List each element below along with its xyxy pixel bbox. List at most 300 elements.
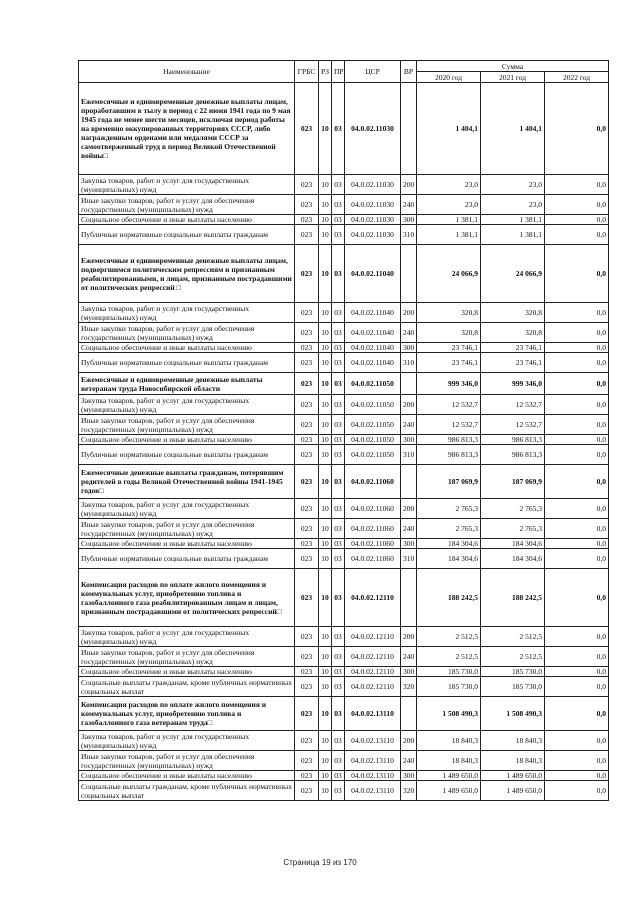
row-vr-cell: 300: [401, 215, 417, 225]
row-csr-cell: 04.0.02.11050: [345, 445, 401, 465]
row-2022-cell: 0,0: [545, 781, 609, 801]
row-2022-cell: 0,0: [545, 465, 609, 499]
row-name-cell: Закупка товаров, работ и услуг для государственных (муниципальных) нужд: [79, 175, 295, 195]
row-2020-cell: 1 381,1: [417, 225, 481, 245]
row-grbs-cell: 023: [295, 539, 319, 549]
row-pr-cell: 03: [332, 569, 345, 627]
row-name-cell: Закупка товаров, работ и услуг для государственных (муниципальных) нужд: [79, 499, 295, 519]
table-row: [79, 435, 609, 445]
table-row: [79, 751, 609, 771]
row-vr-cell: 320: [401, 781, 417, 801]
row-rz-cell: 10: [319, 83, 332, 175]
row-rz-cell: 10: [319, 465, 332, 499]
table-body: [79, 83, 609, 801]
table-row: [79, 323, 609, 343]
table-row: [79, 175, 609, 195]
row-name-cell: Компенсация расходов по оплате жилого помещения и коммунальных услуг, приобретению топлива и газобаллонного газа ветеранам труда□: [79, 697, 295, 731]
row-2021-cell: 23,0: [481, 195, 545, 215]
row-grbs-cell: 023: [295, 353, 319, 373]
row-2021-cell: 1 508 490,3: [481, 697, 545, 731]
row-rz-cell: 10: [319, 519, 332, 539]
row-name-cell: Ежемесячные и единовременные денежные выплаты лицам, проработавшим в тылу в период с 22 июня 1941 года по 9 мая 1945 года не менее шести месяцев, исключая период работы на временно оккупированных территориях СССР, либо награжденным орденами или медалями СССР за самоотверженный труд в период Великой Отечественной войны□: [79, 83, 295, 175]
row-rz-cell: 10: [319, 499, 332, 519]
table-header-row: [79, 61, 609, 72]
row-pr-cell: 03: [332, 225, 345, 245]
row-rz-cell: 10: [319, 395, 332, 415]
header-name: Наименование: [79, 61, 295, 83]
row-2021-cell: 320,8: [481, 323, 545, 343]
table-row: [79, 373, 609, 395]
row-grbs-cell: 023: [295, 395, 319, 415]
row-vr-cell: 310: [401, 445, 417, 465]
row-csr-cell: 04.0.02.11060: [345, 519, 401, 539]
row-2022-cell: 0,0: [545, 731, 609, 751]
row-2022-cell: 0,0: [545, 445, 609, 465]
row-grbs-cell: 023: [295, 343, 319, 353]
row-2020-cell: 1 508 490,3: [417, 697, 481, 731]
row-2021-cell: 1 489 650,0: [481, 781, 545, 801]
row-csr-cell: 04.0.02.12110: [345, 677, 401, 697]
row-grbs-cell: 023: [295, 175, 319, 195]
row-2021-cell: 23,0: [481, 175, 545, 195]
table-row: [79, 245, 609, 303]
header-pr: ПР: [332, 61, 345, 83]
row-vr-cell: 310: [401, 549, 417, 569]
table-row: [79, 465, 609, 499]
row-vr-cell: 200: [401, 303, 417, 323]
row-pr-cell: 03: [332, 677, 345, 697]
row-2022-cell: 0,0: [545, 519, 609, 539]
row-pr-cell: 03: [332, 539, 345, 549]
row-2022-cell: 0,0: [545, 435, 609, 445]
row-rz-cell: 10: [319, 781, 332, 801]
row-2021-cell: 986 813,3: [481, 445, 545, 465]
row-2021-cell: 2 765,3: [481, 499, 545, 519]
row-grbs-cell: 023: [295, 373, 319, 395]
row-2020-cell: 23,0: [417, 195, 481, 215]
row-vr-cell: 300: [401, 435, 417, 445]
row-2020-cell: 986 813,3: [417, 445, 481, 465]
row-csr-cell: 04.0.02.11060: [345, 499, 401, 519]
row-rz-cell: 10: [319, 771, 332, 781]
row-2020-cell: 320,8: [417, 323, 481, 343]
row-grbs-cell: 023: [295, 435, 319, 445]
row-pr-cell: 03: [332, 731, 345, 751]
row-grbs-cell: 023: [295, 445, 319, 465]
row-vr-cell: [401, 697, 417, 731]
row-grbs-cell: 023: [295, 303, 319, 323]
table-row: [79, 395, 609, 415]
row-2020-cell: 185 730,0: [417, 677, 481, 697]
row-name-cell: Закупка товаров, работ и услуг для государственных (муниципальных) нужд: [79, 395, 295, 415]
row-pr-cell: 03: [332, 647, 345, 667]
row-pr-cell: 03: [332, 781, 345, 801]
row-vr-cell: 300: [401, 771, 417, 781]
table-row: [79, 627, 609, 647]
row-2020-cell: 1 381,1: [417, 215, 481, 225]
row-rz-cell: 10: [319, 677, 332, 697]
row-vr-cell: [401, 83, 417, 175]
row-rz-cell: 10: [319, 303, 332, 323]
row-csr-cell: 04.0.02.11030: [345, 225, 401, 245]
row-2022-cell: 0,0: [545, 667, 609, 677]
row-grbs-cell: 023: [295, 519, 319, 539]
header-year-2021: 2021 год: [481, 72, 545, 83]
row-name-cell: Иные закупки товаров, работ и услуг для обеспечения государственных (муниципальных) нужд: [79, 647, 295, 667]
table-row: [79, 771, 609, 781]
table-row: [79, 215, 609, 225]
row-2022-cell: 0,0: [545, 771, 609, 781]
row-grbs-cell: 023: [295, 667, 319, 677]
header-vr: ВР: [401, 61, 417, 83]
row-vr-cell: 300: [401, 539, 417, 549]
row-rz-cell: 10: [319, 353, 332, 373]
row-name-cell: Социальное обеспечение и иные выплаты населению: [79, 343, 295, 353]
row-csr-cell: 04.0.02.11030: [345, 215, 401, 225]
row-2021-cell: 2 765,3: [481, 519, 545, 539]
row-csr-cell: 04.0.02.11030: [345, 83, 401, 175]
row-vr-cell: [401, 245, 417, 303]
row-csr-cell: 04.0.02.11050: [345, 435, 401, 445]
table-row: [79, 445, 609, 465]
row-pr-cell: 03: [332, 215, 345, 225]
row-rz-cell: 10: [319, 225, 332, 245]
row-2022-cell: 0,0: [545, 343, 609, 353]
row-2021-cell: 185 730,0: [481, 667, 545, 677]
row-vr-cell: 300: [401, 667, 417, 677]
row-grbs-cell: 023: [295, 677, 319, 697]
header-grbs: ГРБС: [295, 61, 319, 83]
table-row: [79, 519, 609, 539]
row-2022-cell: 0,0: [545, 395, 609, 415]
row-2022-cell: 0,0: [545, 627, 609, 647]
row-csr-cell: 04.0.02.11040: [345, 343, 401, 353]
row-grbs-cell: 023: [295, 627, 319, 647]
row-name-cell: Иные закупки товаров, работ и услуг для обеспечения государственных (муниципальных) нужд: [79, 415, 295, 435]
row-2021-cell: 18 840,3: [481, 731, 545, 751]
row-csr-cell: 04.0.02.13110: [345, 781, 401, 801]
row-2021-cell: 2 512,5: [481, 627, 545, 647]
row-name-cell: Иные закупки товаров, работ и услуг для обеспечения государственных (муниципальных) нужд: [79, 751, 295, 771]
row-2020-cell: 184 304,6: [417, 539, 481, 549]
row-grbs-cell: 023: [295, 647, 319, 667]
row-vr-cell: [401, 569, 417, 627]
row-grbs-cell: 023: [295, 83, 319, 175]
row-2022-cell: 0,0: [545, 415, 609, 435]
row-rz-cell: 10: [319, 751, 332, 771]
row-2020-cell: 1 404,1: [417, 83, 481, 175]
row-name-cell: Ежемесячные и единовременные денежные выплаты лицам, подвергшимся политическим репрессиям и признанным реабилитированными, и лицам, признанным пострадавшими от политических репрессий □: [79, 245, 295, 303]
row-grbs-cell: 023: [295, 465, 319, 499]
row-csr-cell: 04.0.02.13110: [345, 771, 401, 781]
table-row: [79, 343, 609, 353]
row-name-cell: Социальное обеспечение и иные выплаты населению: [79, 771, 295, 781]
row-grbs-cell: 023: [295, 771, 319, 781]
table-row: [79, 303, 609, 323]
row-grbs-cell: 023: [295, 323, 319, 343]
table-row: [79, 781, 609, 801]
row-grbs-cell: 023: [295, 195, 319, 215]
table-row: [79, 83, 609, 175]
row-2021-cell: 24 066,9: [481, 245, 545, 303]
row-vr-cell: 300: [401, 343, 417, 353]
row-2022-cell: 0,0: [545, 303, 609, 323]
row-csr-cell: 04.0.02.11060: [345, 465, 401, 499]
row-name-cell: Социальное обеспечение и иные выплаты населению: [79, 215, 295, 225]
page-number: Страница 19 из 170: [283, 858, 357, 867]
row-rz-cell: 10: [319, 415, 332, 435]
table-row: [79, 549, 609, 569]
row-2022-cell: 0,0: [545, 245, 609, 303]
row-csr-cell: 04.0.02.12110: [345, 569, 401, 627]
row-2022-cell: 0,0: [545, 677, 609, 697]
row-name-cell: Социальные выплаты гражданам, кроме публичных нормативных социальных выплат: [79, 677, 295, 697]
row-grbs-cell: 023: [295, 215, 319, 225]
row-2022-cell: 0,0: [545, 353, 609, 373]
row-grbs-cell: 023: [295, 549, 319, 569]
row-name-cell: Ежемесячные и единовременные денежные выплаты ветеранам труда Новосибирской области: [79, 373, 295, 395]
row-2022-cell: 0,0: [545, 697, 609, 731]
row-name-cell: Социальные выплаты гражданам, кроме публичных нормативных социальных выплат: [79, 781, 295, 801]
table-row: [79, 353, 609, 373]
row-2021-cell: 12 532,7: [481, 395, 545, 415]
row-name-cell: Публичные нормативные социальные выплаты гражданам: [79, 549, 295, 569]
row-2020-cell: 2 512,5: [417, 627, 481, 647]
row-2020-cell: 12 532,7: [417, 395, 481, 415]
row-rz-cell: 10: [319, 697, 332, 731]
row-2021-cell: 23 746,1: [481, 343, 545, 353]
row-2021-cell: 320,8: [481, 303, 545, 323]
document-page: [78, 60, 608, 801]
row-rz-cell: 10: [319, 373, 332, 395]
row-name-cell: Ежемесячные денежные выплаты гражданам, потерявшим родителей в годы Великой Отечественной войны 1941-1945 годов□: [79, 465, 295, 499]
row-rz-cell: 10: [319, 195, 332, 215]
row-2022-cell: 0,0: [545, 549, 609, 569]
row-2020-cell: 23 746,1: [417, 343, 481, 353]
row-vr-cell: 240: [401, 647, 417, 667]
row-2021-cell: 1 489 650,0: [481, 771, 545, 781]
row-pr-cell: 03: [332, 751, 345, 771]
row-2020-cell: 23,0: [417, 175, 481, 195]
row-rz-cell: 10: [319, 175, 332, 195]
header-year-2020: 2020 год: [417, 72, 481, 83]
row-2020-cell: 320,8: [417, 303, 481, 323]
row-grbs-cell: 023: [295, 225, 319, 245]
row-vr-cell: 240: [401, 751, 417, 771]
row-pr-cell: 03: [332, 627, 345, 647]
row-rz-cell: 10: [319, 539, 332, 549]
row-csr-cell: 04.0.02.11050: [345, 395, 401, 415]
table-row: [79, 569, 609, 627]
row-2020-cell: 1 489 650,0: [417, 771, 481, 781]
row-2021-cell: 187 069,9: [481, 465, 545, 499]
row-grbs-cell: 023: [295, 731, 319, 751]
row-pr-cell: 03: [332, 353, 345, 373]
row-2022-cell: 0,0: [545, 539, 609, 549]
row-2022-cell: 0,0: [545, 373, 609, 395]
row-2020-cell: 18 840,3: [417, 751, 481, 771]
row-pr-cell: 03: [332, 395, 345, 415]
row-csr-cell: 04.0.02.11050: [345, 415, 401, 435]
table-row: [79, 195, 609, 215]
row-grbs-cell: 023: [295, 697, 319, 731]
row-2022-cell: 0,0: [545, 83, 609, 175]
row-name-cell: Публичные нормативные социальные выплаты гражданам: [79, 225, 295, 245]
table-row: [79, 415, 609, 435]
row-2021-cell: 986 813,3: [481, 435, 545, 445]
row-name-cell: Иные закупки товаров, работ и услуг для обеспечения государственных (муниципальных) нужд: [79, 323, 295, 343]
row-2020-cell: 24 066,9: [417, 245, 481, 303]
row-csr-cell: 04.0.02.13110: [345, 731, 401, 751]
row-csr-cell: 04.0.02.12110: [345, 627, 401, 647]
row-name-cell: Закупка товаров, работ и услуг для государственных (муниципальных) нужд: [79, 627, 295, 647]
row-csr-cell: 04.0.02.11050: [345, 373, 401, 395]
row-pr-cell: 03: [332, 195, 345, 215]
row-vr-cell: 200: [401, 395, 417, 415]
row-2022-cell: 0,0: [545, 499, 609, 519]
row-csr-cell: 04.0.02.11060: [345, 539, 401, 549]
row-2020-cell: 184 304,6: [417, 549, 481, 569]
row-pr-cell: 03: [332, 519, 345, 539]
row-vr-cell: 320: [401, 677, 417, 697]
header-sum: Сумма: [417, 61, 609, 72]
row-vr-cell: 200: [401, 175, 417, 195]
row-vr-cell: 240: [401, 415, 417, 435]
row-name-cell: Иные закупки товаров, работ и услуг для обеспечения государственных (муниципальных) нужд: [79, 195, 295, 215]
row-csr-cell: 04.0.02.11030: [345, 175, 401, 195]
row-name-cell: Социальное обеспечение и иные выплаты населению: [79, 435, 295, 445]
row-2021-cell: 1 381,1: [481, 215, 545, 225]
row-2020-cell: 2 765,3: [417, 519, 481, 539]
row-2021-cell: 185 730,0: [481, 677, 545, 697]
row-2022-cell: 0,0: [545, 175, 609, 195]
row-vr-cell: 240: [401, 323, 417, 343]
row-pr-cell: 03: [332, 697, 345, 731]
row-vr-cell: 200: [401, 627, 417, 647]
row-pr-cell: 03: [332, 373, 345, 395]
row-name-cell: Социальное обеспечение и иные выплаты населению: [79, 539, 295, 549]
row-pr-cell: 03: [332, 549, 345, 569]
table-row: [79, 647, 609, 667]
row-pr-cell: 03: [332, 445, 345, 465]
row-csr-cell: 04.0.02.11040: [345, 353, 401, 373]
row-2021-cell: 12 532,7: [481, 415, 545, 435]
row-pr-cell: 03: [332, 499, 345, 519]
row-pr-cell: 03: [332, 465, 345, 499]
row-name-cell: Закупка товаров, работ и услуг для государственных (муниципальных) нужд: [79, 303, 295, 323]
row-2021-cell: 184 304,6: [481, 539, 545, 549]
row-name-cell: Компенсация расходов по оплате жилого помещения и коммунальных услуг, приобретению топлива и газобаллонного газа реабилитированным лицам и лицам, признанным пострадавшими от политических репрессий□: [79, 569, 295, 627]
row-pr-cell: 03: [332, 343, 345, 353]
row-rz-cell: 10: [319, 445, 332, 465]
row-rz-cell: 10: [319, 569, 332, 627]
row-grbs-cell: 023: [295, 415, 319, 435]
row-rz-cell: 10: [319, 245, 332, 303]
row-rz-cell: 10: [319, 667, 332, 677]
row-2022-cell: 0,0: [545, 225, 609, 245]
row-2021-cell: 2 512,5: [481, 647, 545, 667]
row-vr-cell: 310: [401, 353, 417, 373]
row-2020-cell: 986 813,3: [417, 435, 481, 445]
row-vr-cell: 200: [401, 731, 417, 751]
row-2021-cell: 999 346,0: [481, 373, 545, 395]
row-pr-cell: 03: [332, 245, 345, 303]
row-pr-cell: 03: [332, 435, 345, 445]
row-2020-cell: 2 765,3: [417, 499, 481, 519]
row-2020-cell: 1 489 650,0: [417, 781, 481, 801]
row-rz-cell: 10: [319, 215, 332, 225]
row-rz-cell: 10: [319, 343, 332, 353]
row-pr-cell: 03: [332, 667, 345, 677]
row-grbs-cell: 023: [295, 499, 319, 519]
row-rz-cell: 10: [319, 647, 332, 667]
row-rz-cell: 10: [319, 731, 332, 751]
row-grbs-cell: 023: [295, 781, 319, 801]
row-2021-cell: 23 746,1: [481, 353, 545, 373]
row-pr-cell: 03: [332, 303, 345, 323]
row-vr-cell: 240: [401, 519, 417, 539]
table-row: [79, 667, 609, 677]
table-row: [79, 539, 609, 549]
table-row: [79, 677, 609, 697]
table-row: [79, 697, 609, 731]
row-vr-cell: [401, 373, 417, 395]
row-csr-cell: 04.0.02.13110: [345, 751, 401, 771]
row-vr-cell: 200: [401, 499, 417, 519]
row-vr-cell: 310: [401, 225, 417, 245]
row-name-cell: Социальное обеспечение и иные выплаты населению: [79, 667, 295, 677]
row-2020-cell: 23 746,1: [417, 353, 481, 373]
table-row: [79, 499, 609, 519]
row-2021-cell: 1 381,1: [481, 225, 545, 245]
header-year-2022: 2022 год: [545, 72, 609, 83]
row-name-cell: Иные закупки товаров, работ и услуг для обеспечения государственных (муниципальных) нужд: [79, 519, 295, 539]
row-grbs-cell: 023: [295, 245, 319, 303]
row-pr-cell: 03: [332, 415, 345, 435]
row-name-cell: Закупка товаров, работ и услуг для государственных (муниципальных) нужд: [79, 731, 295, 751]
row-2022-cell: 0,0: [545, 195, 609, 215]
row-vr-cell: [401, 465, 417, 499]
row-name-cell: Публичные нормативные социальные выплаты гражданам: [79, 445, 295, 465]
row-pr-cell: 03: [332, 83, 345, 175]
row-pr-cell: 03: [332, 175, 345, 195]
row-vr-cell: 240: [401, 195, 417, 215]
row-rz-cell: 10: [319, 435, 332, 445]
row-2021-cell: 18 840,3: [481, 751, 545, 771]
row-csr-cell: 04.0.02.11040: [345, 245, 401, 303]
header-rz: РЗ: [319, 61, 332, 83]
row-pr-cell: 03: [332, 323, 345, 343]
row-pr-cell: 03: [332, 771, 345, 781]
row-csr-cell: 04.0.02.11040: [345, 323, 401, 343]
row-2022-cell: 0,0: [545, 647, 609, 667]
row-2022-cell: 0,0: [545, 751, 609, 771]
row-2020-cell: 2 512,5: [417, 647, 481, 667]
budget-table: [78, 60, 609, 801]
row-csr-cell: 04.0.02.12110: [345, 647, 401, 667]
row-rz-cell: 10: [319, 627, 332, 647]
row-csr-cell: 04.0.02.13110: [345, 697, 401, 731]
row-name-cell: Публичные нормативные социальные выплаты гражданам: [79, 353, 295, 373]
table-row: [79, 731, 609, 751]
table-row: [79, 225, 609, 245]
row-2020-cell: 18 840,3: [417, 731, 481, 751]
row-2021-cell: 188 242,5: [481, 569, 545, 627]
row-grbs-cell: 023: [295, 569, 319, 627]
row-2022-cell: 0,0: [545, 323, 609, 343]
row-2021-cell: 1 404,1: [481, 83, 545, 175]
row-2020-cell: 185 730,0: [417, 667, 481, 677]
